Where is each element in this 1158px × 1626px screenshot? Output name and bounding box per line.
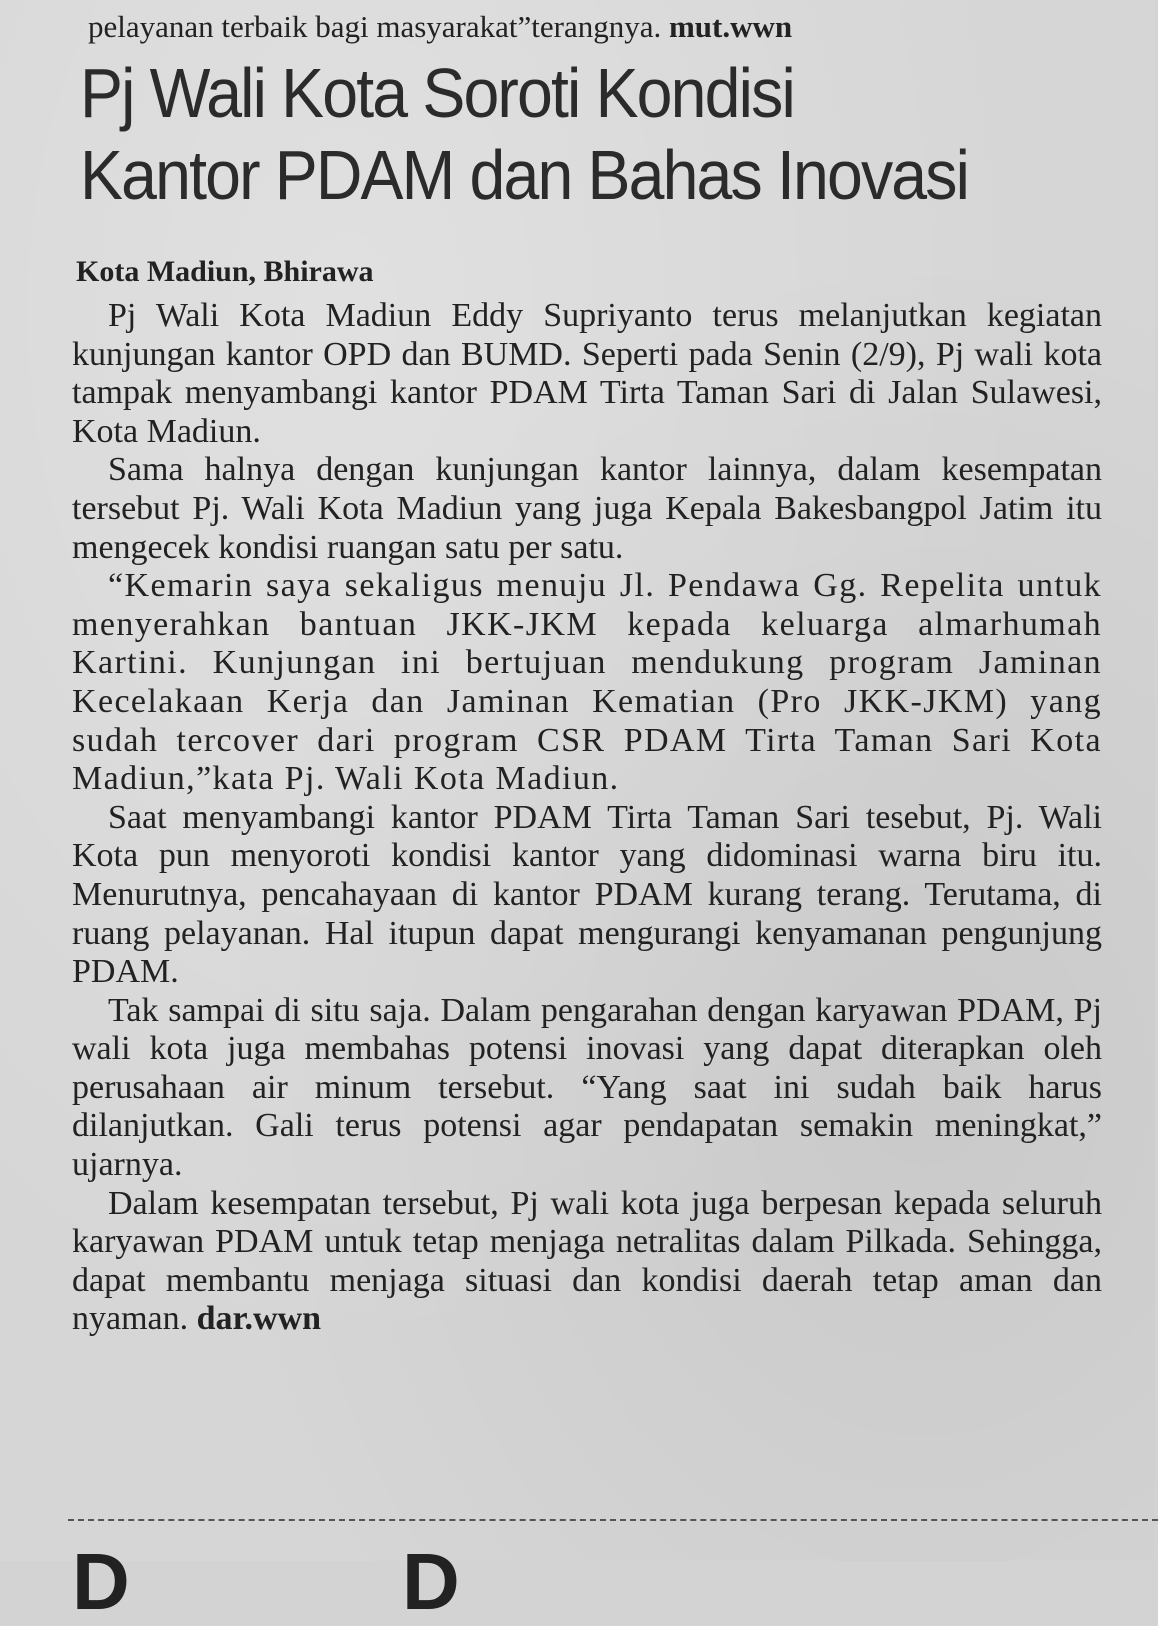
previous-article-last-line: pelayanan terbaik bagi masyarakat”terangnya. <box>88 9 662 44</box>
article-headline <box>80 52 1037 216</box>
article-paragraph-quote: “Kemarin saya sekaligus menuju Jl. Pendawa Gg. Repelita untuk menyerahkan bantuan JKK-JKM kepada keluarga almarhumah Kartini. Kunjungan ini bertujuan mendukung program Jaminan Kecelakaan Kerja dan Jaminan Kematian (Pro JKK-JKM) yang sudah tercover dari program CSR PDAM Tirta Taman Sari Kota Madiun,”kata Pj. Wali Kota Madiun. <box>72 567 1102 798</box>
next-article-cut-off <box>72 1537 1155 1626</box>
article-paragraph: Sama halnya dengan kunjungan kantor lainnya, dalam kesempatan tersebut Pj. Wali Kota Madiun yang juga Kepala Bakesbangpol Jatim itu mengecek kondisi ruangan satu per satu. <box>72 451 1102 566</box>
article-dateline: Kota Madiun, Bhirawa <box>76 255 374 288</box>
previous-article-tail <box>88 8 792 46</box>
previous-article-signature: mut.wwn <box>668 9 793 44</box>
article-paragraph-last <box>72 1185 1102 1339</box>
headline-line-1: Pj Wali Kota Soroti Kondisi <box>80 54 794 132</box>
article-divider <box>68 1519 1158 1521</box>
article-body <box>72 297 1102 1339</box>
article-paragraph: Pj Wali Kota Madiun Eddy Supriyanto terus melanjutkan kegiatan kunjungan kantor OPD dan BUMD. Seperti pada Senin (2/9), Pj wali kota tampak menyambangi kantor PDAM Tirta Taman Sari di Jalan Sulawesi, Kota Madiun. <box>72 297 1102 450</box>
article-paragraph-last-text: Dalam kesempatan tersebut, Pj wali kota juga berpesan kepada seluruh karyawan PDAM untuk tetap menjaga netralitas dalam Pilkada. Sehingga, dapat membantu menjaga situasi dan kondisi daerah tetap aman dan nyaman. <box>72 1184 1102 1338</box>
article-signature: dar.wwn <box>196 1300 322 1338</box>
cut-off-glyph: D <box>72 1537 130 1626</box>
cut-off-glyph: D <box>402 1537 460 1626</box>
article-paragraph: Saat menyambangi kantor PDAM Tirta Taman Sari tesebut, Pj. Wali Kota pun menyoroti kondisi kantor yang didominasi warna biru itu. Menurutnya, pencahayaan di kantor PDAM kurang terang. Terutama, di ruang pelayanan. Hal itupun dapat mengurangi kenyamanan pengunjung PDAM. <box>72 798 1102 991</box>
headline-line-2: Kantor PDAM dan Bahas Inovasi <box>80 136 969 214</box>
article-paragraph: Tak sampai di situ saja. Dalam pengarahan dengan karyawan PDAM, Pj wali kota juga membahas potensi inovasi yang dapat diterapkan oleh perusahaan air minum tersebut. “Yang saat ini sudah baik harus dilanjutkan. Gali terus potensi agar pendapatan semakin meningkat,” ujarnya. <box>72 991 1102 1184</box>
